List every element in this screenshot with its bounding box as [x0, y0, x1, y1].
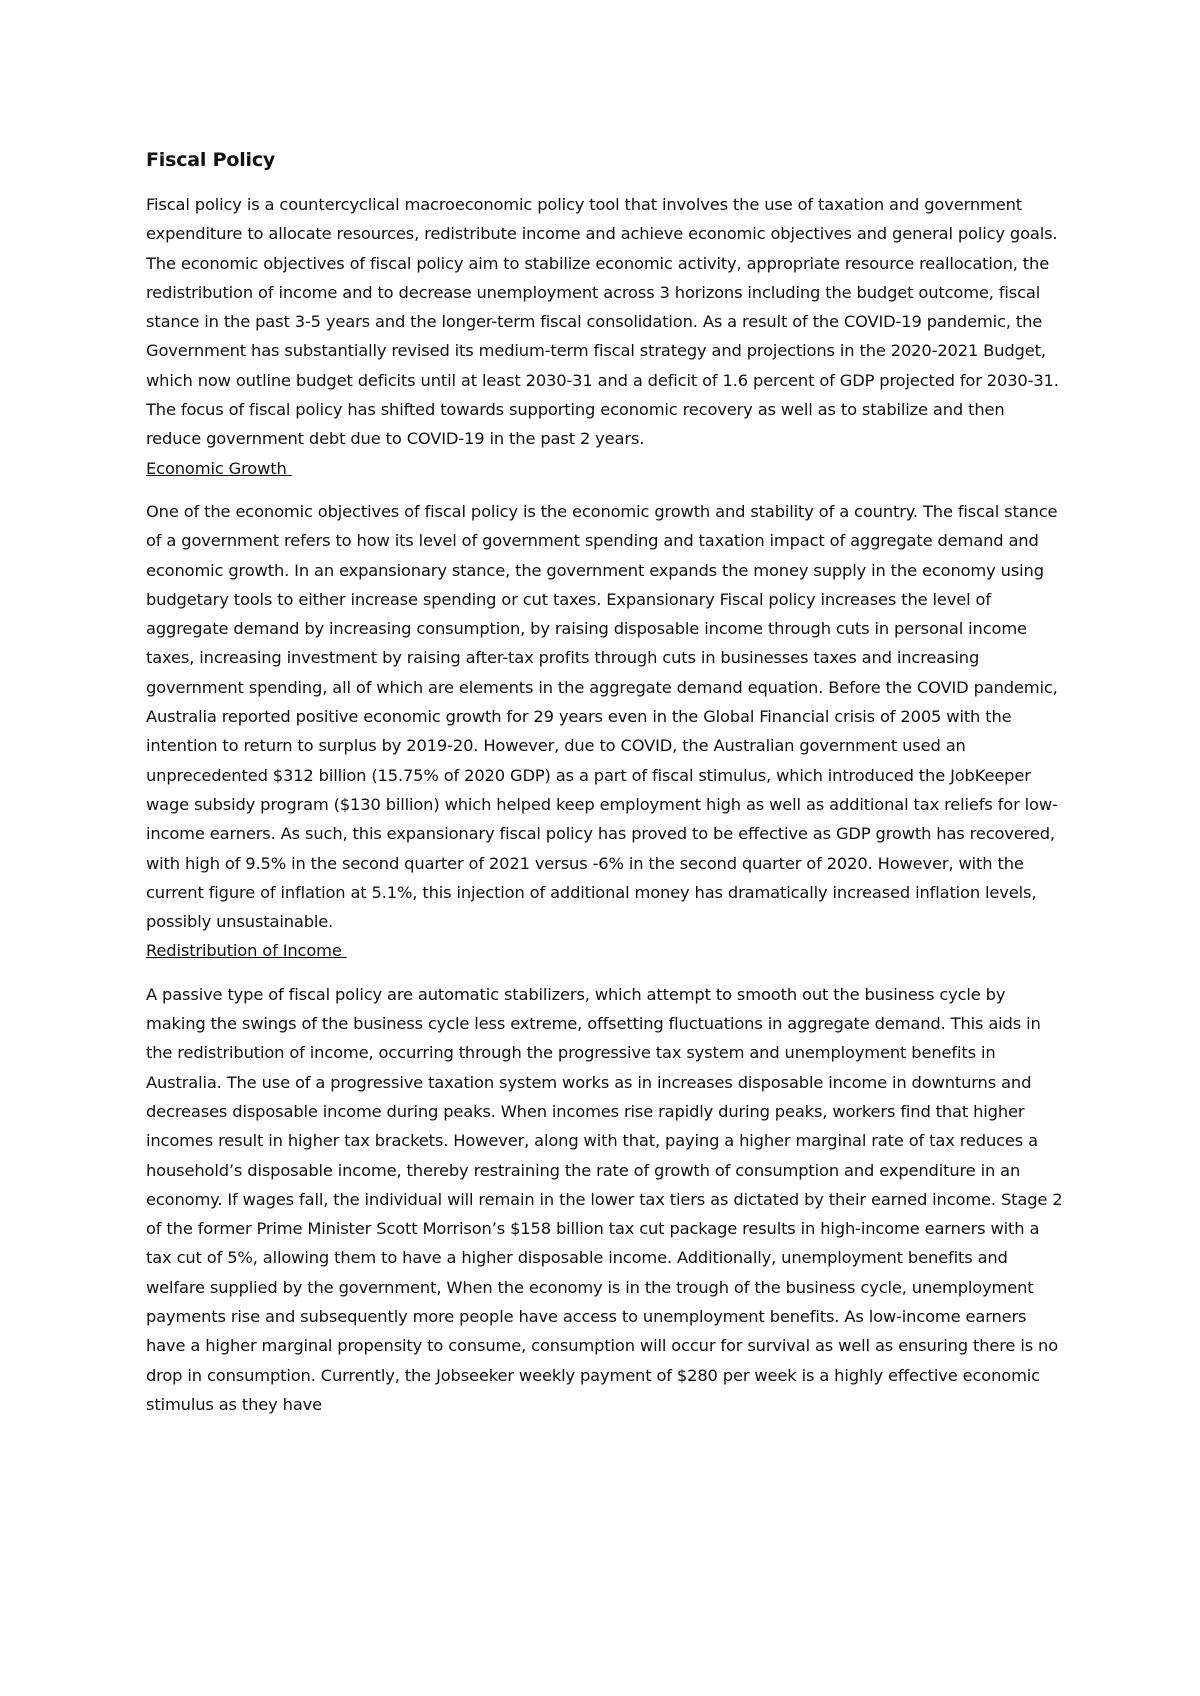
section-body-redistribution-of-income: A passive type of fiscal policy are automatic stabilizers, which attempt to smooth out the business cycle by making the swings of the business cycle less extreme, offsetting fluctuations in aggregate demand. This aids in the redistribution of income, occurring through the progressive tax system and unemployment benefits in Australia. The use of a progressive taxation system works as in increases disposable income in downturns and decreases disposable income during peaks. When incomes rise rapidly during peaks, workers find that higher incomes result in higher tax brackets. However, along with that, paying a higher marginal rate of tax reduces a household’s disposable income, thereby restraining the rate of growth of consumption and expenditure in an economy. If wages fall, the individual will remain in the lower tax tiers as dictated by their earned income. Stage 2 of the former Prime Minister Scott Morrison’s $158 billion tax cut package results in high-income earners with a tax cut of 5%, allowing them to have a higher disposable income. Additionally, unemployment benefits and welfare supplied by the government, When the economy is in the trough of the business cycle, unemployment payments rise and subsequently more people have access to unemployment benefits. As low-income earners have a higher marginal propensity to consume, consumption will occur for survival as well as ensuring there is no drop in consumption. Currently, the Jobseeker weekly payment of $280 per week is a highly effective economic stimulus as they have [146, 984, 1063, 1414]
section-heading-economic-growth: Economic Growth [146, 458, 292, 478]
intro-paragraph: Fiscal policy is a countercyclical macroeconomic policy tool that involves the use of taxation and government expenditure to allocate resources, redistribute income and achieve economic objectives and general policy goals. The economic objectives of fiscal policy aim to stabilize economic activity, appropriate resource reallocation, the redistribution of income and to decrease unemployment across 3 horizons including the budget outcome, fiscal stance in the past 3-5 years and the longer-term fiscal consolidation. As a result of the COVID-19 pandemic, the Government has substantially revised its medium-term fiscal strategy and projections in the 2020-2021 Budget, which now outline budget deficits until at least 2030-31 and a deficit of 1.6 percent of GDP projected for 2030-31. The focus of fiscal policy has shifted towards supporting economic recovery as well as to stabilize and then reduce government debt due to COVID-19 in the past 2 years. [146, 195, 1059, 449]
section-heading-redistribution-of-income: Redistribution of Income [146, 941, 347, 961]
document-title: Fiscal Policy [146, 149, 276, 171]
section-body-economic-growth: One of the economic objectives of fiscal policy is the economic growth and stability of a country. The fiscal stance of a government refers to how its level of government spending and taxation impact of aggregate demand and economic growth. In an expansionary stance, the government expands the money supply in the economy using budgetary tools to either increase spending or cut taxes. Expansionary Fiscal policy increases the level of aggregate demand by increasing consumption, by raising disposable income through cuts in personal income taxes, increasing investment by raising after-tax profits through cuts in businesses taxes and increasing government spending, all of which are elements in the aggregate demand equation. Before the COVID pandemic, Australia reported positive economic growth for 29 years even in the Global Financial crisis of 2005 with the intention to return to surplus by 2019-20. However, due to COVID, the Australian government used an unprecedented $312 billion (15.75% of 2020 GDP) as a part of fiscal stimulus, which introduced the JobKeeper wage subsidy program ($130 billion) which helped keep employment high as well as additional tax reliefs for low-income earners. As such, this expansionary fiscal policy has proved to be effective as GDP growth has recovered, with high of 9.5% in the second quarter of 2021 versus -6% in the second quarter of 2020. However, with the current figure of inflation at 5.1%, this injection of additional money has dramatically increased inflation levels, possibly unsustainable. [146, 501, 1058, 932]
document-content [146, 146, 1064, 1419]
